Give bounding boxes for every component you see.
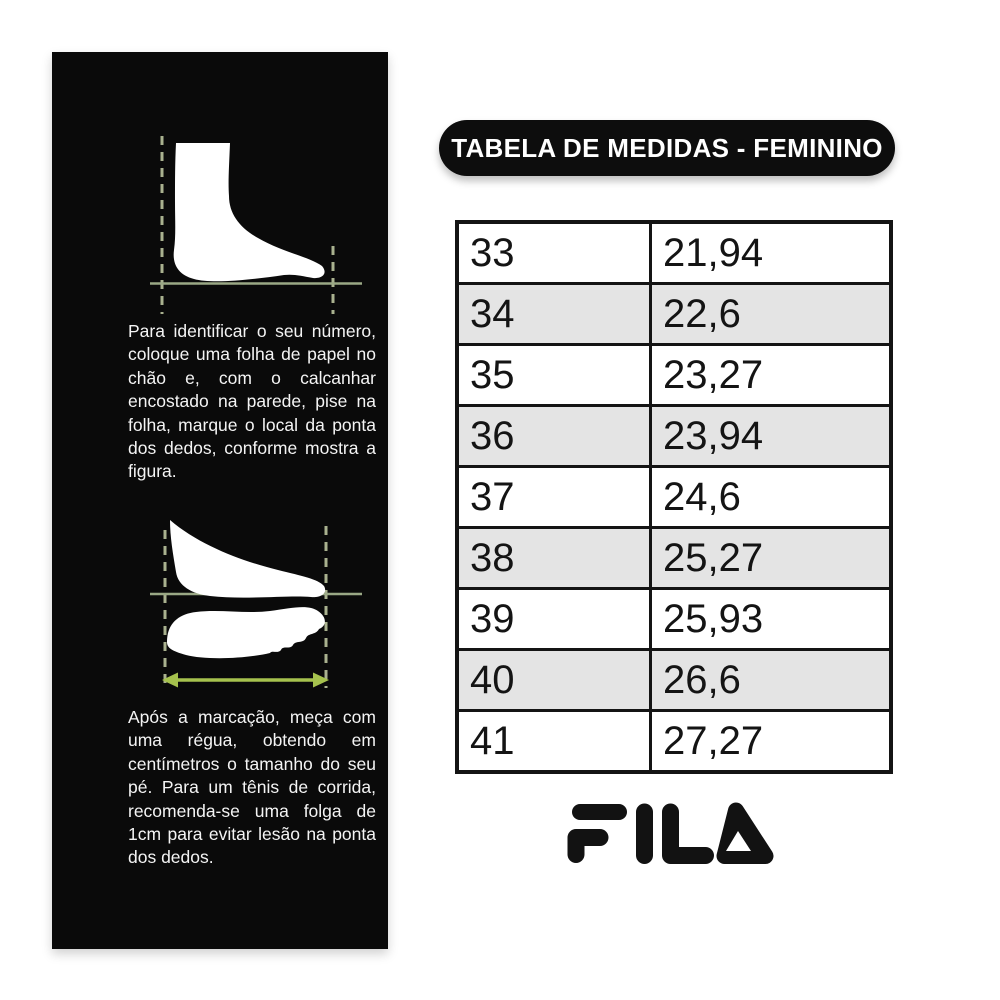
size-table-row (459, 587, 889, 648)
length-cell: 23,27 (663, 353, 764, 397)
size-table-row (459, 343, 889, 404)
size-cell: 37 (459, 468, 652, 526)
length-cell: 25,93 (663, 597, 764, 641)
instruction-text-2: Após a marcação, meça com uma régua, obtendo em centímetros o tamanho do seu pé. Para um tênis de corrida, recomenda-se uma folga de 1cm para evitar lesão na ponta dos dedos. (128, 707, 376, 868)
fila-f-top-bar (572, 804, 627, 820)
fila-logo (567, 801, 775, 867)
footprint-silhouette (167, 607, 325, 658)
size-cell: 35 (459, 346, 652, 404)
length-cell: 24,6 (663, 475, 741, 519)
partial-foot-silhouette (170, 520, 325, 598)
table-title: TABELA DE MEDIDAS - FEMININO (451, 132, 883, 163)
size-cell: 34 (459, 285, 652, 343)
fila-i (636, 804, 653, 865)
fila-logo-icon (567, 801, 775, 867)
length-cell: 26,6 (663, 658, 741, 702)
foot-silhouette (174, 143, 325, 281)
size-cell: 36 (459, 407, 652, 465)
size-table-row (459, 648, 889, 709)
size-table-row (459, 526, 889, 587)
size-cell: 41 (459, 712, 652, 770)
foot-length-measure-illustration (150, 504, 372, 706)
size-table (455, 220, 893, 774)
length-cell: 21,94 (663, 231, 764, 275)
size-cell: 40 (459, 651, 652, 709)
length-cell: 25,27 (663, 536, 764, 580)
fila-l (662, 804, 714, 865)
instructions-panel (52, 52, 388, 949)
size-table-row (459, 282, 889, 343)
length-cell: 23,94 (663, 414, 764, 458)
length-cell: 22,6 (663, 292, 741, 336)
fila-f-stem (568, 829, 609, 863)
size-table-row (459, 465, 889, 526)
length-cell: 27,27 (663, 719, 764, 763)
table-title-banner (439, 120, 895, 176)
instruction-text-1: Para identificar o seu número, coloque uma folha de papel no chão e, com o calcanhar encostado na parede, pise na folha, marque o local da ponta dos dedos, conforme mostra a figura. (128, 321, 376, 482)
size-cell: 33 (459, 224, 652, 282)
foot-side-measure-illustration (150, 118, 372, 320)
size-cell: 39 (459, 590, 652, 648)
size-table-row (459, 404, 889, 465)
size-table-row (459, 224, 889, 282)
size-cell: 38 (459, 529, 652, 587)
length-arrow (162, 673, 329, 688)
size-table-row (459, 709, 889, 770)
